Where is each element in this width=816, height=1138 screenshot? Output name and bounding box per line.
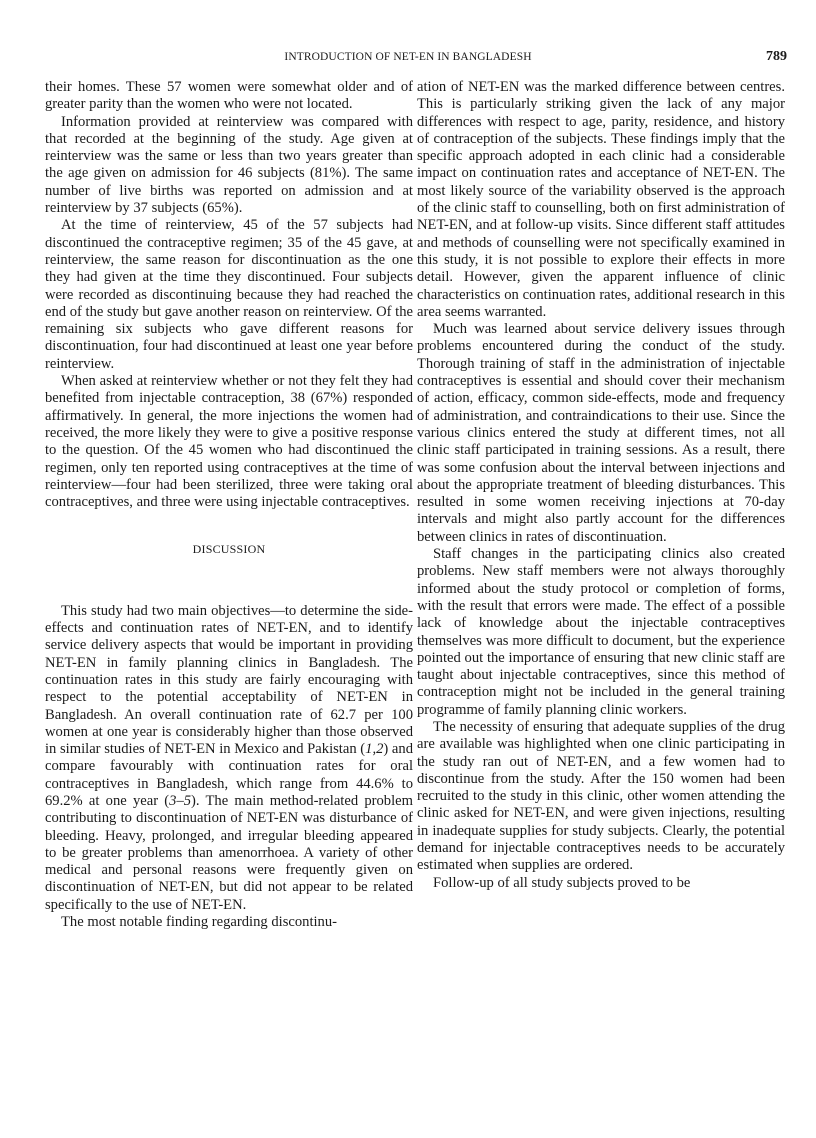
paragraph: When asked at reinterview whether or not they felt they had benefited from injectable contraception, 38 (67%) responded affirmatively. In general, the more injections the women had received, the more likely they were to give a positive response to the question. Of the 45 women who had discontinued the regimen, only ten reported using contraceptives at the time of reinterview—four had been sterilized, three were taking oral contraceptives, and three were using injectable contraceptives. [45,373,413,511]
citation: 3–5 [169,792,192,809]
paragraph: Information provided at reinterview was compared with that recorded at the beginning of the study. Age given at reinterview was the same or less than two years greater than the age given on admission for 46 subjects (81%). The same number of live births was reported on admission and at reinterview by 37 subjects (65%). [45,113,413,217]
text: ). The main method-related problem contributing to discontinuation of NET-EN was disturbance of bleeding. Heavy, prolonged, and irregular bleeding appeared to be greater problems than amenorrhoea. A variety of other medical and personal reasons were frequently given on discontinuation of NET-EN, but did not appear to be related specifically to the use of NET-EN. [45,792,413,913]
paragraph: ation of NET-EN was the marked difference between centres. This is particularly striking given the lack of any major differences with respect to age, parity, residence, and history of contraception of the subjects. These findings imply that the specific approach adopted in each clinic had a considerable impact on continuation rates and acceptance of NET-EN. The most likely source of the variability observed is the approach of the clinic staff to counselling, both on first administration of NET-EN, and at follow-up visits. Since different staff attitudes and methods of counselling were not specifically examined in this study, it is not possible to explore their effects in more detail. However, given the apparent influence of clinic characteristics on continuation rates, additional research in this area seems warranted. [417,79,785,320]
text: ) and compare favourably with continuation rates for oral contraceptives in Bangladesh, which range from 44.6% to 69.2% at one year ( [45,741,413,809]
paragraph: Follow-up of all study subjects proved to be [433,874,691,891]
paragraph: Much was learned about service delivery issues through problems encountered during the conduct of the study. Thorough training of staff in the administration of injectable contraceptives is essential and should cover their mechanism of action, efficacy, common side-effects, mode and frequency of administration, and contraindications to their use. Since the various clinics entered the study at different times, not all clinic staff participated in training sessions. As a result, there was some confusion about the interval between injections and about the appropriate treatment of bleeding disturbances. This resulted in some women receiving injections at 70-day intervals and might also partly account for the differences between clinics in rates of discontinuation. [417,321,785,545]
paragraph: The necessity of ensuring that adequate supplies of the drug are available was highlighted when one clinic participating in the study ran out of NET-EN, and a few women had to discontinue from the study. After the 150 women had been recruited to the study in this clinic, other women attending the clinic asked for NET-EN, and were given injections, resulting in inadequate supplies for study subjects. Clearly, the potential demand for injectable contraceptives needs to be accurately estimated when supplies are ordered. [417,718,785,874]
paragraph: At the time of reinterview, 45 of the 57 subjects had discontinued the contraceptive regimen; 35 of the 45 gave, at reinterview, the same reason for discontinuation as the one they had given at the time they discontinued. Four subjects were recorded as discontinuing because they had reached the end of the study but gave another reason on reinterview. Of the remaining six subjects who gave different reasons for discontinuation, four had discontinued at least one year before reinterview. [45,217,413,372]
text: This study had two main objectives—to determine the side-effects and continuation rates of NET-EN, and to identify service delivery aspects that would be important in providing NET-EN in family planning clinics in Bangladesh. The continuation rates in this study are fairly encouraging with respect to the potential acceptability of NET-EN in Bangladesh. An overall continuation rate of 62.7 per 100 women at one year is considerably higher than those observed in similar studies of NET-EN in Mexico and Pakistan ( [45,602,413,758]
paragraph: Staff changes in the participating clinics also created problems. New staff members were not always thoroughly informed about the study protocol or completion of forms, with the result that errors were made. The effect of a possible lack of knowledge about the injectable contraceptives themselves was more difficult to document, but the experience pointed out the importance of ensuring that new clinic staff are taught about injectable contraceptives, since this method of contraception might not be included in the general training programme of family planning clinic workers. [417,546,785,718]
paragraph: The most notable finding regarding discontinu- [61,914,338,931]
citation: 1,2 [365,741,384,758]
paragraph: their homes. These 57 women were somewhat older and of greater parity than the women who were not located. [45,79,413,113]
right-column [417,79,785,892]
running-header [0,49,816,69]
running-title: INTRODUCTION OF NET-EN IN BANGLADESH [284,51,532,63]
paragraph [45,603,413,914]
left-column [45,79,413,931]
section-heading-discussion: DISCUSSION [192,542,266,557]
page-number: 789 [766,49,787,64]
